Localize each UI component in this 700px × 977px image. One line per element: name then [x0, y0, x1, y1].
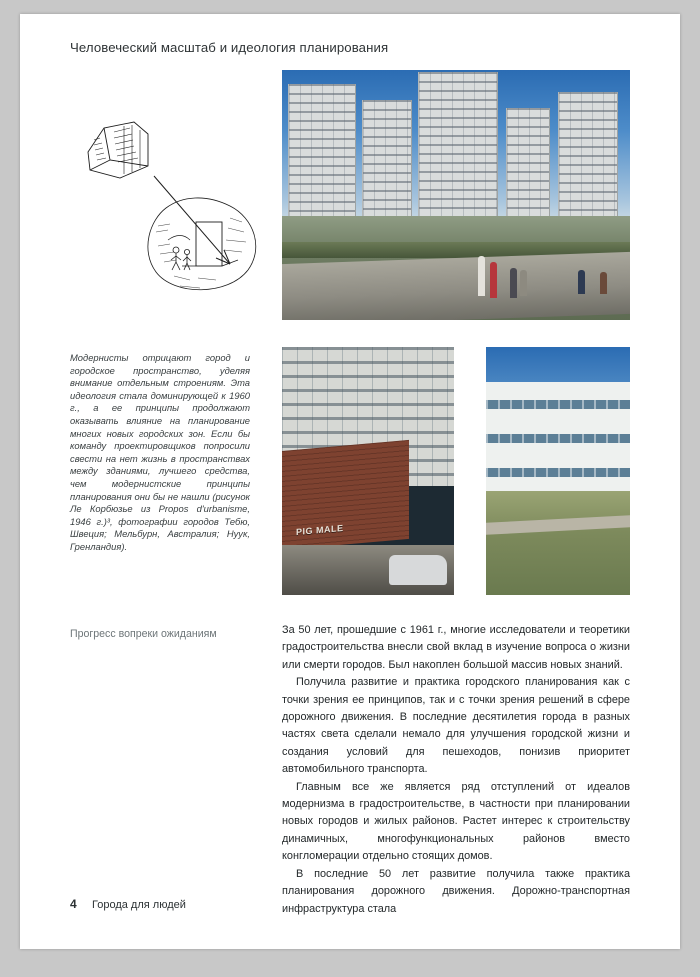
- window-band: [486, 434, 630, 443]
- pedestrian: [490, 262, 497, 298]
- body-paragraph: Получила развитие и практика городского планирования как с точки зрения ее принципов, так и с точки зрения решений в сфере дорожного движения. В последние десятилетия города в разных частях света сделали немало для улучшения городской жизни и создания условий для пешеходов, понизив приоритет автомобильного транспорта.: [282, 676, 630, 776]
- low-rise-building: [486, 382, 630, 496]
- parked-car: [389, 555, 447, 585]
- photo-grass: [486, 491, 630, 595]
- mid-right-photo: [486, 347, 630, 595]
- pedestrian: [478, 256, 485, 296]
- pedestrian: [600, 272, 607, 294]
- page-number: 4: [70, 897, 77, 911]
- body-paragraph: Главным все же является ряд отступлений от идеалов модернизма в градостроительстве, в частности при планировании новых городов и жилых районов. Растет интерес к строительству динамичных, многофункциональных районов вместо конгломерации отдельно стоящих домов.: [282, 780, 630, 863]
- running-title: Города для людей: [92, 899, 186, 911]
- section-label: Прогресс вопреки ожиданиям: [70, 628, 217, 640]
- chapter-title: Человеческий масштаб и идеология планирования: [70, 40, 389, 55]
- figure-caption: Модернисты отрицают город и городское пространство, уделяя внимание отдельным строениям. Эта идеология стала доминирующей к 1960 г., а ее принципы продолжают оказывать влияние на планирование многих новых городских зон. Если бы команду проектировщиков попросили свести на нет жизнь в пространствах между зданиями, лучшего средства, чем модернистские принципы планирования они бы не нашли (рисунок Ле Корбюзье из Propos d'urbanisme, 1946 г.)³, фотографии городов Тебю, Швеция; Мельбурн, Австралия; Нуук, Гренландия).: [70, 352, 250, 552]
- pedestrian: [578, 270, 585, 294]
- mid-left-photo: [282, 347, 454, 595]
- pedestrian: [510, 268, 517, 298]
- wall-sign: PIG MALE: [295, 523, 344, 538]
- sketch-svg: [70, 100, 260, 300]
- window-band: [486, 400, 630, 409]
- document-page: [20, 14, 680, 949]
- body-text-column: [282, 622, 630, 918]
- le-corbusier-sketch: [70, 100, 260, 300]
- top-photo: [282, 70, 630, 320]
- body-paragraph: В последние 50 лет развитие получила также практика планирования дорожного движения. Дорожно-транспортная инфраструктура стала: [282, 867, 630, 915]
- window-band: [486, 468, 630, 477]
- pedestrian: [520, 270, 527, 296]
- body-paragraph: За 50 лет, прошедшие с 1961 г., многие исследователи и теоретики градостроительства внесли свой вклад в изучение вопроса о жизни или смерти городов. Был накоплен большой массив новых знаний.: [282, 624, 630, 671]
